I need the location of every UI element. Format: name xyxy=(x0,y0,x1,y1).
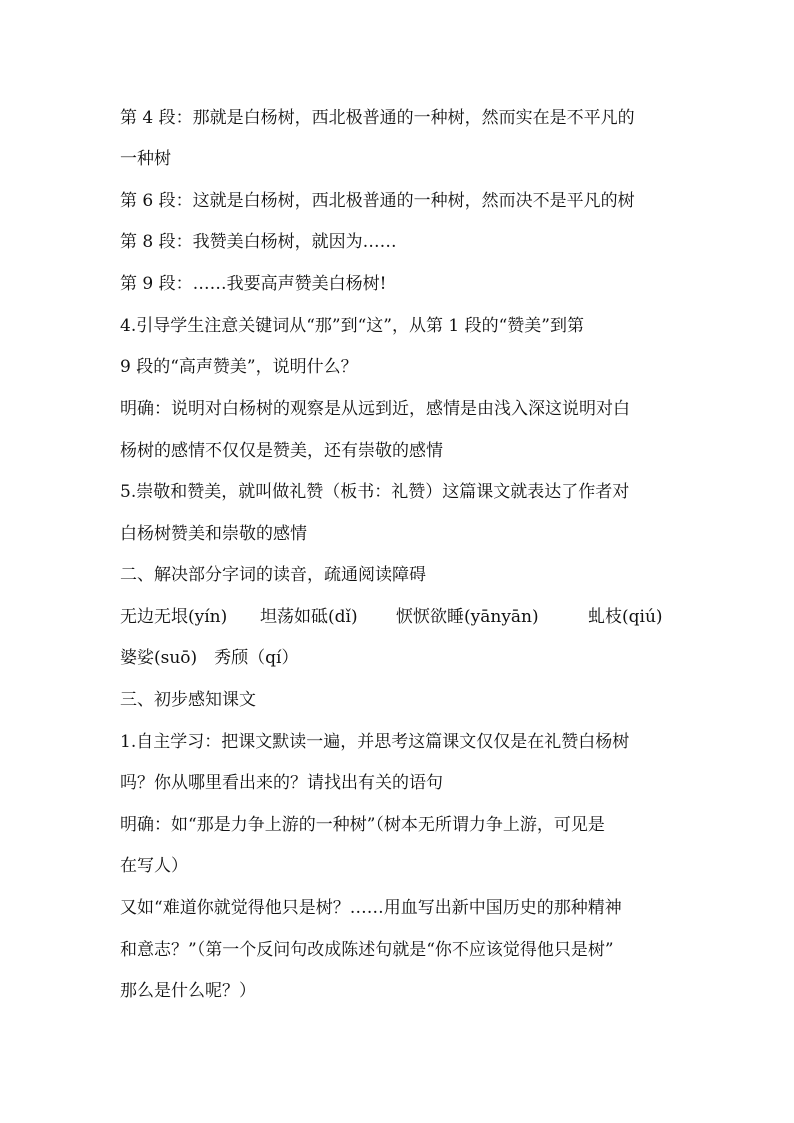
text-line: 5.崇敬和赞美，就叫做礼赞（板书：礼赞）这篇课文就表达了作者对 xyxy=(120,482,630,502)
text-line: 明确：说明对白杨树的观察是从远到近，感情是由浅入深这说明对白 xyxy=(120,399,630,419)
vocab-item: 无边无垠(yín) xyxy=(120,607,228,627)
text-line: 白杨树赞美和崇敬的感情 xyxy=(120,524,307,544)
text-line: 吗？你从哪里看出来的？请找出有关的语句 xyxy=(120,773,443,793)
section-heading: 二、解决部分字词的读音，疏通阅读障碍 xyxy=(120,565,426,585)
vocab-item: 坦荡如砥(dǐ) xyxy=(260,607,358,627)
section-heading: 三、初步感知课文 xyxy=(120,690,256,710)
text-line: 又如“难道你就觉得他只是树？……用血写出新中国历史的那种精神 xyxy=(120,898,622,918)
text-line: 第 9 段：……我要高声赞美白杨树! xyxy=(120,274,387,294)
text-line: 第 8 段：我赞美白杨树，就因为…… xyxy=(120,232,397,252)
text-line: 明确：如“那是力争上游的一种树”（树本无所谓力争上游，可见是 xyxy=(120,815,605,835)
text-line: 和意志？”（第一个反问句改成陈述句就是“你不应该觉得他只是树” xyxy=(120,940,614,960)
text-line: 1.自主学习：把课文默读一遍，并思考这篇课文仅仅是在礼赞白杨树 xyxy=(120,732,630,752)
text-line: 杨树的感情不仅仅是赞美，还有崇敬的感情 xyxy=(120,441,443,461)
vocab-item: 虬枝(qiú) xyxy=(588,607,663,627)
text-line: 第 6 段：这就是白杨树，西北极普通的一种树，然而决不是平凡的树 xyxy=(120,191,635,211)
vocab-item: 恹恹欲睡(yānyān) xyxy=(396,607,539,627)
vocab-row: 婆娑(suō) 秀颀（qí） xyxy=(120,648,299,668)
text-line: 4.引导学生注意关键词从“那”到“这”，从第 1 段的“赞美”到第 xyxy=(120,316,584,336)
vocab-row xyxy=(120,606,680,628)
text-line: 一种树 xyxy=(120,149,171,169)
text-line: 第 4 段：那就是白杨树，西北极普通的一种树，然而实在是不平凡的 xyxy=(120,108,635,128)
text-line: 在写人） xyxy=(120,856,188,876)
text-line: 9 段的“高声赞美”，说明什么？ xyxy=(120,357,358,377)
text-line: 那么是什么呢？） xyxy=(120,981,256,1001)
